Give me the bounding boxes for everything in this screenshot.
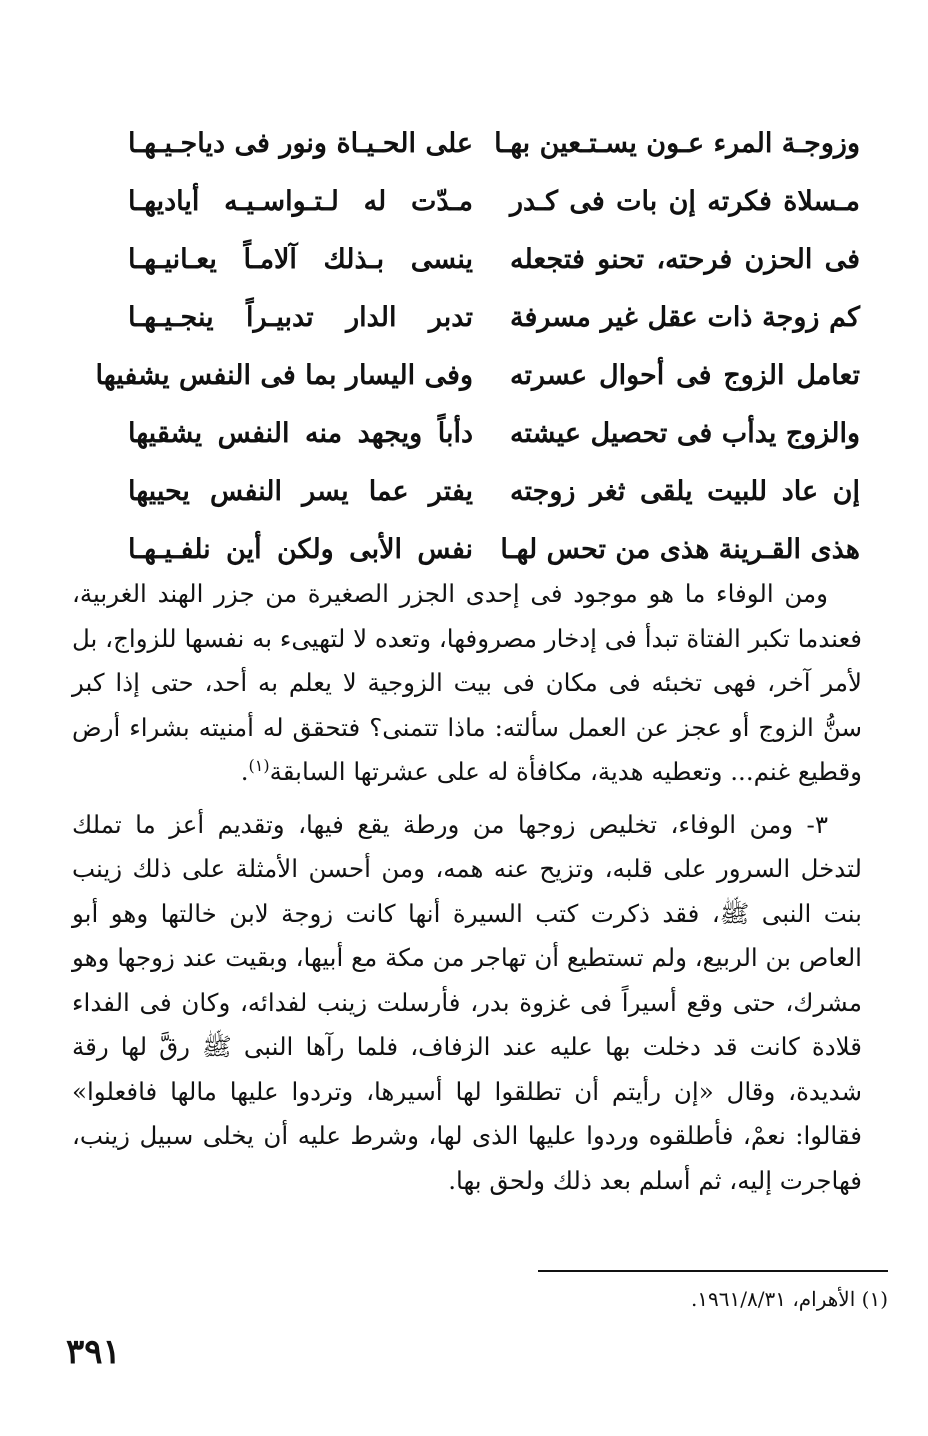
paragraph-text: ومن الوفاء ما هو موجود فى إحدى الجزر الصغيرة من جزر الهند الغربية، فعندما تكبر الفتاة تبدأ فى إدخار مصروفها، وتعده لا لتهيىء به نفسها للزواج، بل لأمر آخر، فهى تخبئه فى مكان فى بيت الزوجية لا يعلم به أحد، حتى إذا كبر سنُّ الزوج أو عجز عن العمل سألته: ماذا تتمنى؟ فتحقق له أمنيته بشراء أرض وقطيع غنم... وتعطيه هدية، مكافأة له على عشرتها السابقة — [72, 579, 862, 786]
footnote-divider — [538, 1270, 888, 1272]
body-text — [72, 572, 862, 1211]
verse-first-hemistich: هذى القـرينة هذى من تحس لهـا — [500, 534, 860, 565]
verse-second-hemistich: دأباً ويجهد منه النفس يشقيها — [128, 418, 473, 449]
verse-first-hemistich: فى الحزن فرحته، تحنو فتجعله — [510, 244, 860, 275]
verse — [120, 234, 860, 292]
verse-first-hemistich: والزوج يدأب فى تحصيل عيشته — [510, 418, 860, 449]
verse-second-hemistich: وفى اليسار بما فى النفس يشفيها — [95, 360, 473, 391]
paragraph-end: . — [240, 757, 249, 786]
page-number: ٣٩١ — [66, 1332, 121, 1372]
verse — [120, 176, 860, 234]
verse — [120, 292, 860, 350]
verse — [95, 350, 860, 408]
paragraph-text: ٣- ومن الوفاء، تخليص زوجها من ورطة يقع فيها، وتقديم أعز ما تملك لتدخل السرور على قلبه، وتزيح عنه همه، ومن أحسن الأمثلة على ذلك زينب بنت النبى ﷺ، فقد ذكرت كتب السيرة أنها كانت زوجة لابن خالتها وهو أبو العاص بن الربيع، ولم تستطيع أن تهاجر من مكة مع أبيها، وبقيت عند زوجها وهو مشرك، حتى وقع أسيراً فى غزوة بدر، فأرسلت زينب لفدائه، وكان فى الفداء قلادة كانت قد دخلت بها عليه عند الزفاف، فلما رآها النبى ﷺ رقَّ لها رقة شديدة، وقال «إن رأيتم أن تطلقوا لها أسيرها، وتردوا عليها مالها فافعلوا» فقالوا: نعمْ، فأطلقوه وردوا عليها الذى لها، وشرط عليه أن يخلى سبيل زينب، فهاجرت إليه، ثم أسلم بعد ذلك ولحق بها. — [72, 809, 862, 1195]
footnote-reference[interactable]: (١) — [248, 755, 270, 775]
verse-first-hemistich: مـسلاة فكرته إن بات فى كـدر — [510, 186, 860, 217]
poem — [95, 118, 860, 582]
verse-second-hemistich: تدبر الدار تدبيـراً ينجـيـهـا — [128, 302, 473, 333]
verse — [120, 408, 860, 466]
verse-first-hemistich: كم زوجة ذات عقل غير مسرفة — [510, 302, 860, 333]
verse-first-hemistich: تعامل الزوج فى أحوال عسرته — [510, 360, 860, 391]
verse-second-hemistich: نفس الأبى ولكن أين نلفـيـهـا — [128, 534, 473, 565]
paragraph — [72, 803, 862, 1204]
verse-second-hemistich: على الحـيـاة ونور فى دياجـيـهـا — [128, 128, 473, 159]
verse-second-hemistich: يفتر عما يسر النفس يحييها — [128, 476, 473, 507]
verse-second-hemistich: ينسى بـذلك آلامـاً يعـانيـهـا — [128, 244, 473, 275]
verse — [120, 118, 860, 176]
paragraph — [72, 572, 862, 795]
footnote: (١) الأهرام، ١٩٦١/٨/٣١. — [690, 1287, 888, 1311]
verse-second-hemistich: مـدّت له لـتـواسـيـه أياديهـا — [128, 186, 473, 217]
verse-first-hemistich: إن عاد للبيت يلقى ثغر زوجته — [510, 476, 860, 507]
verse-first-hemistich: وزوجـة المرء عـون يسـتـعين بهـا — [494, 128, 860, 159]
verse — [120, 466, 860, 524]
